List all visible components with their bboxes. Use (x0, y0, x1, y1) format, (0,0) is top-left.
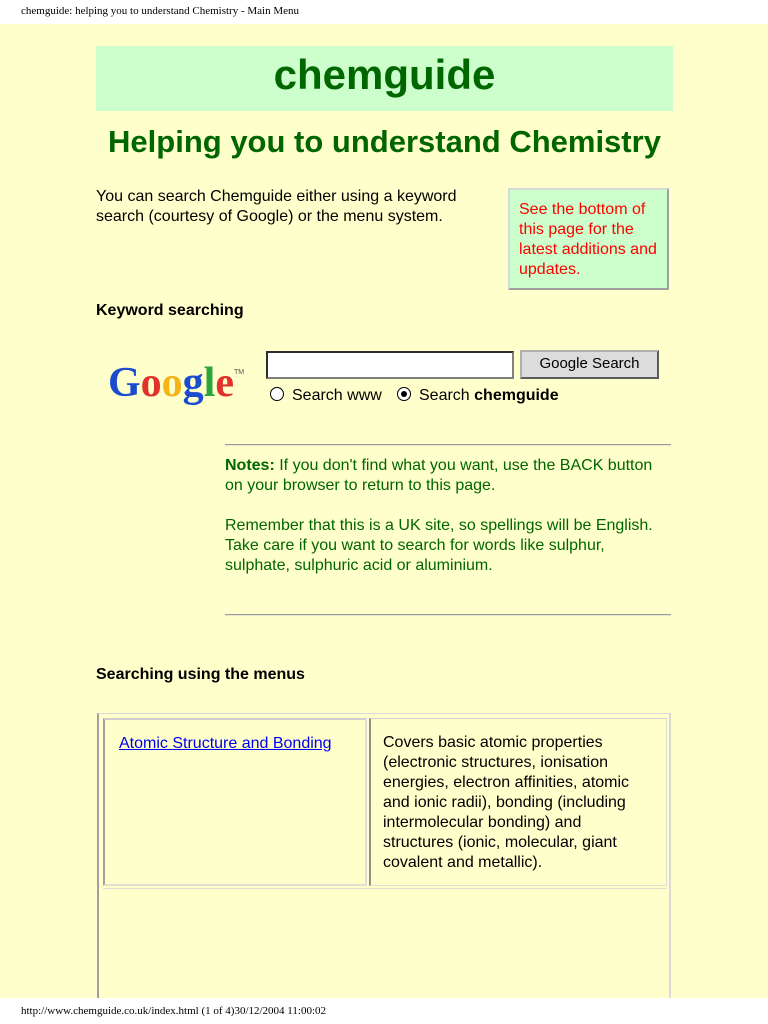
notes-paragraph-2: Remember that this is a UK site, so spellings will be English. Take care if you want to search for words like sulphur, sulphate, sulphuric acid or aluminium. (225, 517, 653, 574)
site-tagline: Helping you to understand Chemistry (108, 124, 661, 159)
logo-banner (96, 46, 673, 111)
radio-checked-icon[interactable] (397, 387, 411, 401)
menu-link-atomic-structure[interactable]: Atomic Structure and Bonding (119, 735, 332, 752)
google-logo-icon (106, 354, 246, 414)
notes-paragraph-1 (225, 456, 673, 496)
radio-search-site-prefix: Search (419, 387, 475, 404)
notes-label: Notes: (225, 457, 275, 474)
menu-row-divider (103, 888, 667, 889)
google-search-button[interactable]: Google Search (520, 350, 659, 379)
keyword-search-heading: Keyword searching (96, 302, 244, 319)
radio-search-www-label: Search www (292, 387, 382, 404)
intro-text: You can search Chemguide either using a keyword search (courtesy of Google) or the menu system. (96, 188, 457, 225)
menu-table (97, 713, 671, 998)
notes-text-1: If you don't find what you want, use the BACK button on your browser to return to this page. (225, 457, 653, 494)
print-header-title: chemguide: helping you to understand Chemistry - Main Menu (21, 5, 300, 17)
print-header (0, 0, 768, 24)
menu-cell-description (369, 718, 667, 886)
radio-unchecked-icon[interactable] (270, 387, 284, 401)
google-logo[interactable] (106, 354, 246, 414)
menu-description-atomic-structure: Covers basic atomic properties (electronic structures, ionisation energies, electron affinities, atomic and ionic radii), bonding (including intermolecular bonding) and structures (ionic, molecular, giant covalent and metallic). (383, 734, 630, 871)
radio-search-www[interactable] (270, 385, 382, 407)
menu-cell-link (103, 718, 367, 886)
svg-text:Google: Google (108, 360, 234, 406)
notes-block (225, 456, 673, 576)
menus-heading: Searching using the menus (96, 666, 305, 683)
updates-notice-box (508, 188, 669, 290)
radio-search-site-name: chemguide (474, 387, 559, 404)
search-input[interactable] (266, 351, 514, 379)
updates-notice-text: See the bottom of this page for the latest additions and updates. (519, 201, 657, 278)
site-logo-text: chemguide (273, 51, 496, 98)
print-footer (0, 998, 768, 1024)
notes-bottom-divider (225, 614, 671, 616)
print-footer-url: http://www.chemguide.co.uk/index.html (1 of 4)30/12/2004 11:00:02 (21, 1005, 327, 1017)
svg-text:TM: TM (234, 369, 245, 376)
radio-search-chemguide[interactable] (397, 385, 559, 407)
notes-top-divider (225, 444, 671, 446)
page-content (0, 24, 768, 998)
